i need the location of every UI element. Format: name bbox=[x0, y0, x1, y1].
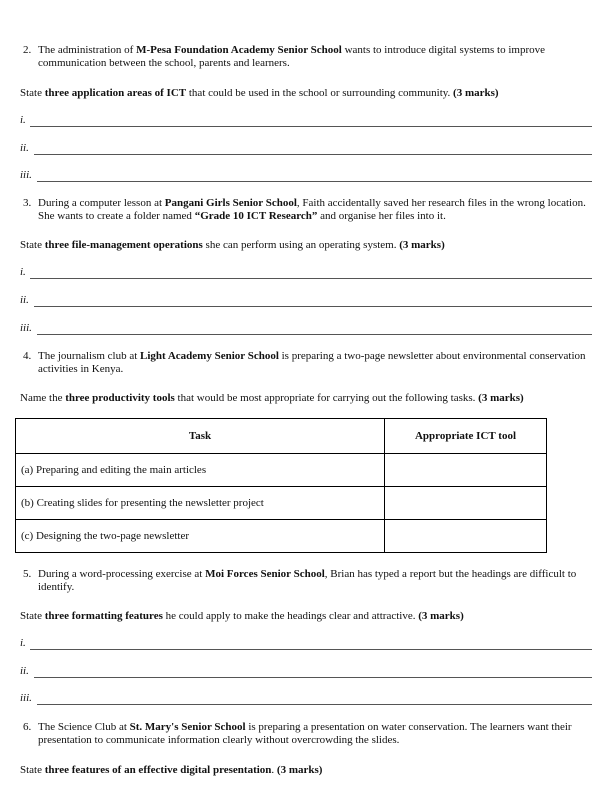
marks-label: (3 marks) bbox=[478, 392, 524, 404]
question-4 bbox=[23, 350, 598, 376]
question-number: 3. bbox=[23, 197, 32, 209]
question-instruction: State three features of an effective digital presentation. (3 marks) bbox=[20, 764, 323, 776]
question-instruction: State three application areas of ICT that could be used in the school or surrounding community. (3 marks) bbox=[20, 87, 499, 99]
question-number: 4. bbox=[23, 350, 32, 362]
question-3 bbox=[23, 197, 598, 223]
answer-line[interactable] bbox=[20, 114, 592, 128]
answer-line-number: ii. bbox=[20, 142, 29, 154]
answer-rule bbox=[30, 126, 592, 127]
question-2 bbox=[23, 44, 598, 70]
answer-rule bbox=[37, 334, 592, 335]
school-name: Light Academy Senior School bbox=[140, 350, 279, 362]
answer-line[interactable] bbox=[20, 692, 592, 706]
answer-line-number: i. bbox=[20, 266, 26, 278]
answer-line-number: iii. bbox=[20, 692, 32, 704]
task-cell: (c) Designing the two-page newsletter bbox=[16, 520, 385, 553]
question-5 bbox=[23, 568, 598, 594]
table-row bbox=[16, 520, 547, 553]
school-name: Moi Forces Senior School bbox=[205, 568, 325, 580]
answer-line[interactable] bbox=[20, 322, 592, 336]
marks-label: (3 marks) bbox=[276, 764, 323, 776]
table-row bbox=[16, 454, 547, 487]
question-text: During a computer lesson at Pangani Girls Senior School, Faith accidentally saved her research files in the wrong location. She wants to create a folder named “Grade 10 ICT Research” and organise her files into it. bbox=[38, 197, 586, 222]
productivity-tools-table bbox=[15, 418, 547, 553]
answer-rule bbox=[37, 181, 592, 182]
question-instruction: State three formatting features he could apply to make the headings clear and attractive. (3 marks) bbox=[20, 610, 464, 622]
answer-line-number: iii. bbox=[20, 322, 32, 334]
answer-rule bbox=[30, 649, 592, 650]
answer-rule bbox=[34, 154, 592, 155]
task-cell: (b) Creating slides for presenting the newsletter project bbox=[16, 487, 385, 520]
answer-rule bbox=[37, 704, 592, 705]
answer-cell[interactable] bbox=[385, 520, 547, 553]
answer-cell[interactable] bbox=[385, 487, 547, 520]
answer-line-number: ii. bbox=[20, 665, 29, 677]
answer-line[interactable] bbox=[20, 266, 592, 280]
marks-label: (3 marks) bbox=[399, 239, 445, 251]
answer-rule bbox=[34, 306, 592, 307]
question-number: 6. bbox=[23, 721, 32, 733]
question-instruction: State three file-management operations she can perform using an operating system. (3 marks) bbox=[20, 239, 445, 251]
school-name: Pangani Girls Senior School bbox=[164, 197, 297, 209]
marks-label: (3 marks) bbox=[453, 87, 499, 99]
answer-line[interactable] bbox=[20, 169, 592, 183]
answer-line-number: iii. bbox=[20, 169, 32, 181]
answer-rule bbox=[30, 278, 592, 279]
folder-name: “Grade 10 ICT Research” bbox=[194, 210, 318, 222]
table-header-row bbox=[16, 419, 547, 454]
task-cell: (a) Preparing and editing the main articles bbox=[16, 454, 385, 487]
question-text: During a word-processing exercise at Moi Forces Senior School, Brian has typed a report but the headings are difficult to identify. bbox=[38, 568, 577, 593]
answer-line[interactable] bbox=[20, 294, 592, 308]
answer-line-number: ii. bbox=[20, 294, 29, 306]
question-number: 2. bbox=[23, 44, 32, 56]
answer-line-number: i. bbox=[20, 637, 26, 649]
answer-line[interactable] bbox=[20, 637, 592, 651]
column-header-tool: Appropriate ICT tool bbox=[385, 419, 547, 454]
answer-rule bbox=[34, 677, 592, 678]
question-text: The administration of M-Pesa Foundation Academy Senior School wants to introduce digital systems to improve communication between the school, parents and learners. bbox=[38, 44, 545, 69]
question-6 bbox=[23, 721, 598, 747]
table-row bbox=[16, 487, 547, 520]
answer-line[interactable] bbox=[20, 665, 592, 679]
answer-line-number: i. bbox=[20, 114, 26, 126]
answer-cell[interactable] bbox=[385, 454, 547, 487]
column-header-task: Task bbox=[16, 419, 385, 454]
question-text: The journalism club at Light Academy Senior School is preparing a two-page newsletter about environmental conservation activities in Kenya. bbox=[38, 350, 586, 375]
school-name: St. Mary's Senior School bbox=[129, 721, 246, 733]
answer-line[interactable] bbox=[20, 142, 592, 156]
question-instruction: Name the three productivity tools that would be most appropriate for carrying out the following tasks. (3 marks) bbox=[20, 392, 524, 404]
question-text: The Science Club at St. Mary's Senior School is preparing a presentation on water conservation. The learners want their presentation to communicate information clearly without overcrowding the slides. bbox=[38, 721, 572, 746]
school-name: M-Pesa Foundation Academy Senior School bbox=[136, 44, 342, 56]
marks-label: (3 marks) bbox=[418, 610, 464, 622]
question-number: 5. bbox=[23, 568, 32, 580]
